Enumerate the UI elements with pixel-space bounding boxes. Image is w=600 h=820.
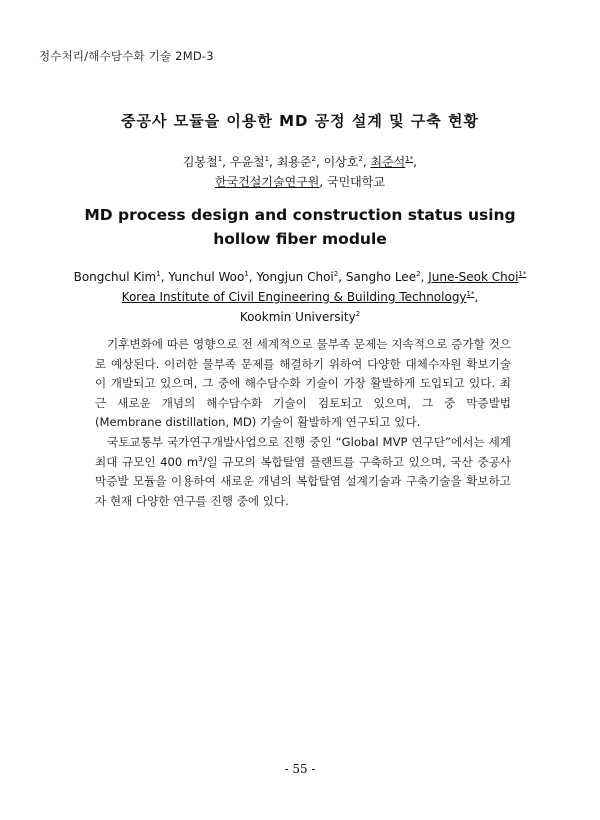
affiliation-secondary: Kookmin University <box>239 310 356 324</box>
affiliation-mark: 2 <box>355 310 361 318</box>
english-title-line: hollow fiber module <box>213 230 387 248</box>
abstract-paragraph: 기후변화에 따른 영향으로 전 세계적으로 물부족 문제는 지속적으로 증가할 것으로 예상된다. 이러한 물부족 문제를 해결하기 위하여 다양한 대체수자원 확보기술이 개발되고 있으며, 그 중에 해수담수화 기술이 가장 활발하게 도입되고 있다. 최근 새로운 개념의 해수담수화 기술이 검토되고 있으며, 그 중 막증발법(Membrane distillation, MD) 기술이 활발하게 연구되고 있다. <box>95 337 511 430</box>
affiliation-mark: 1* <box>405 155 414 163</box>
author-name: 이상호 <box>323 155 359 169</box>
affiliation-mark: 1* <box>518 270 527 278</box>
abstract-paragraph <box>95 433 511 511</box>
korean-author-list <box>0 152 600 172</box>
corresponding-author-name: June-Seok Choi <box>428 270 519 284</box>
korean-affiliations <box>0 172 600 192</box>
separator: , <box>248 270 257 284</box>
author-name: 최용준 <box>276 155 312 169</box>
author-name: Yunchul Woo <box>168 270 245 284</box>
affiliation-mark: 2 <box>311 155 316 163</box>
affiliation-mark: 2 <box>333 270 339 278</box>
abstract-text: 국토교통부 국가연구개발사업으로 진행 중인 “Global MVP 연구단”에서는 세계 최대 규모인 400 m <box>95 434 511 469</box>
separator: , <box>315 155 324 169</box>
corresponding-author-name: 최준석 <box>370 155 406 169</box>
author-name: 우윤철 <box>229 155 265 169</box>
affiliation-secondary: 국민대학교 <box>327 175 385 189</box>
abstract-text: /일 규모의 복합탈염 플랜트를 구축하고 있으며, 국산 중공사 막증발 모듈을 이용하여 새로운 개념의 복합탈염 설계기술과 구축기술을 확보하고자 현재 다양한 연구를 진행 중에 있다. <box>95 454 511 508</box>
english-title <box>0 203 600 251</box>
separator: , <box>474 290 479 304</box>
affiliation-mark: 1 <box>244 270 249 278</box>
abstract-body <box>95 335 511 511</box>
korean-title: 중공사 모듈을 이용한 MD 공정 설계 및 구축 현황 <box>121 112 479 130</box>
author-name: 김봉철 <box>182 155 218 169</box>
separator: , <box>222 155 230 169</box>
affiliation-mark: 1* <box>466 290 475 298</box>
author-name: Bongchul Kim <box>73 270 157 284</box>
author-name: Yongjun Choi <box>256 270 334 284</box>
korean-author-block <box>0 152 600 192</box>
separator: , <box>160 270 169 284</box>
author-name: Sangho Lee <box>345 270 417 284</box>
page-number: - 55 - <box>284 762 316 776</box>
affiliation-mark: 1 <box>217 155 223 163</box>
affiliation-mark: 1 <box>264 155 270 163</box>
affiliation-mark: 2 <box>358 155 363 163</box>
affiliation-primary: 한국건설기술연구원 <box>215 175 320 189</box>
english-affiliation-line <box>0 307 600 327</box>
affiliation-primary: Korea Institute of Civil Engineering & Building Technology <box>121 290 467 304</box>
affiliation-mark: 2 <box>416 270 421 278</box>
separator: , <box>319 175 327 189</box>
separator: , <box>269 155 277 169</box>
english-affiliation-line <box>0 287 600 307</box>
affiliation-mark: 1 <box>156 270 161 278</box>
separator: , <box>420 270 429 284</box>
separator: , <box>338 270 346 284</box>
session-tag: 정수처리/해수담수화 기술 2MD-3 <box>39 49 214 63</box>
english-title-line: MD process design and construction status using <box>84 206 516 224</box>
english-author-block <box>0 267 600 327</box>
separator: , <box>413 155 418 169</box>
separator: , <box>362 155 371 169</box>
english-author-list <box>0 267 600 287</box>
unit-exponent: 3 <box>198 454 203 463</box>
